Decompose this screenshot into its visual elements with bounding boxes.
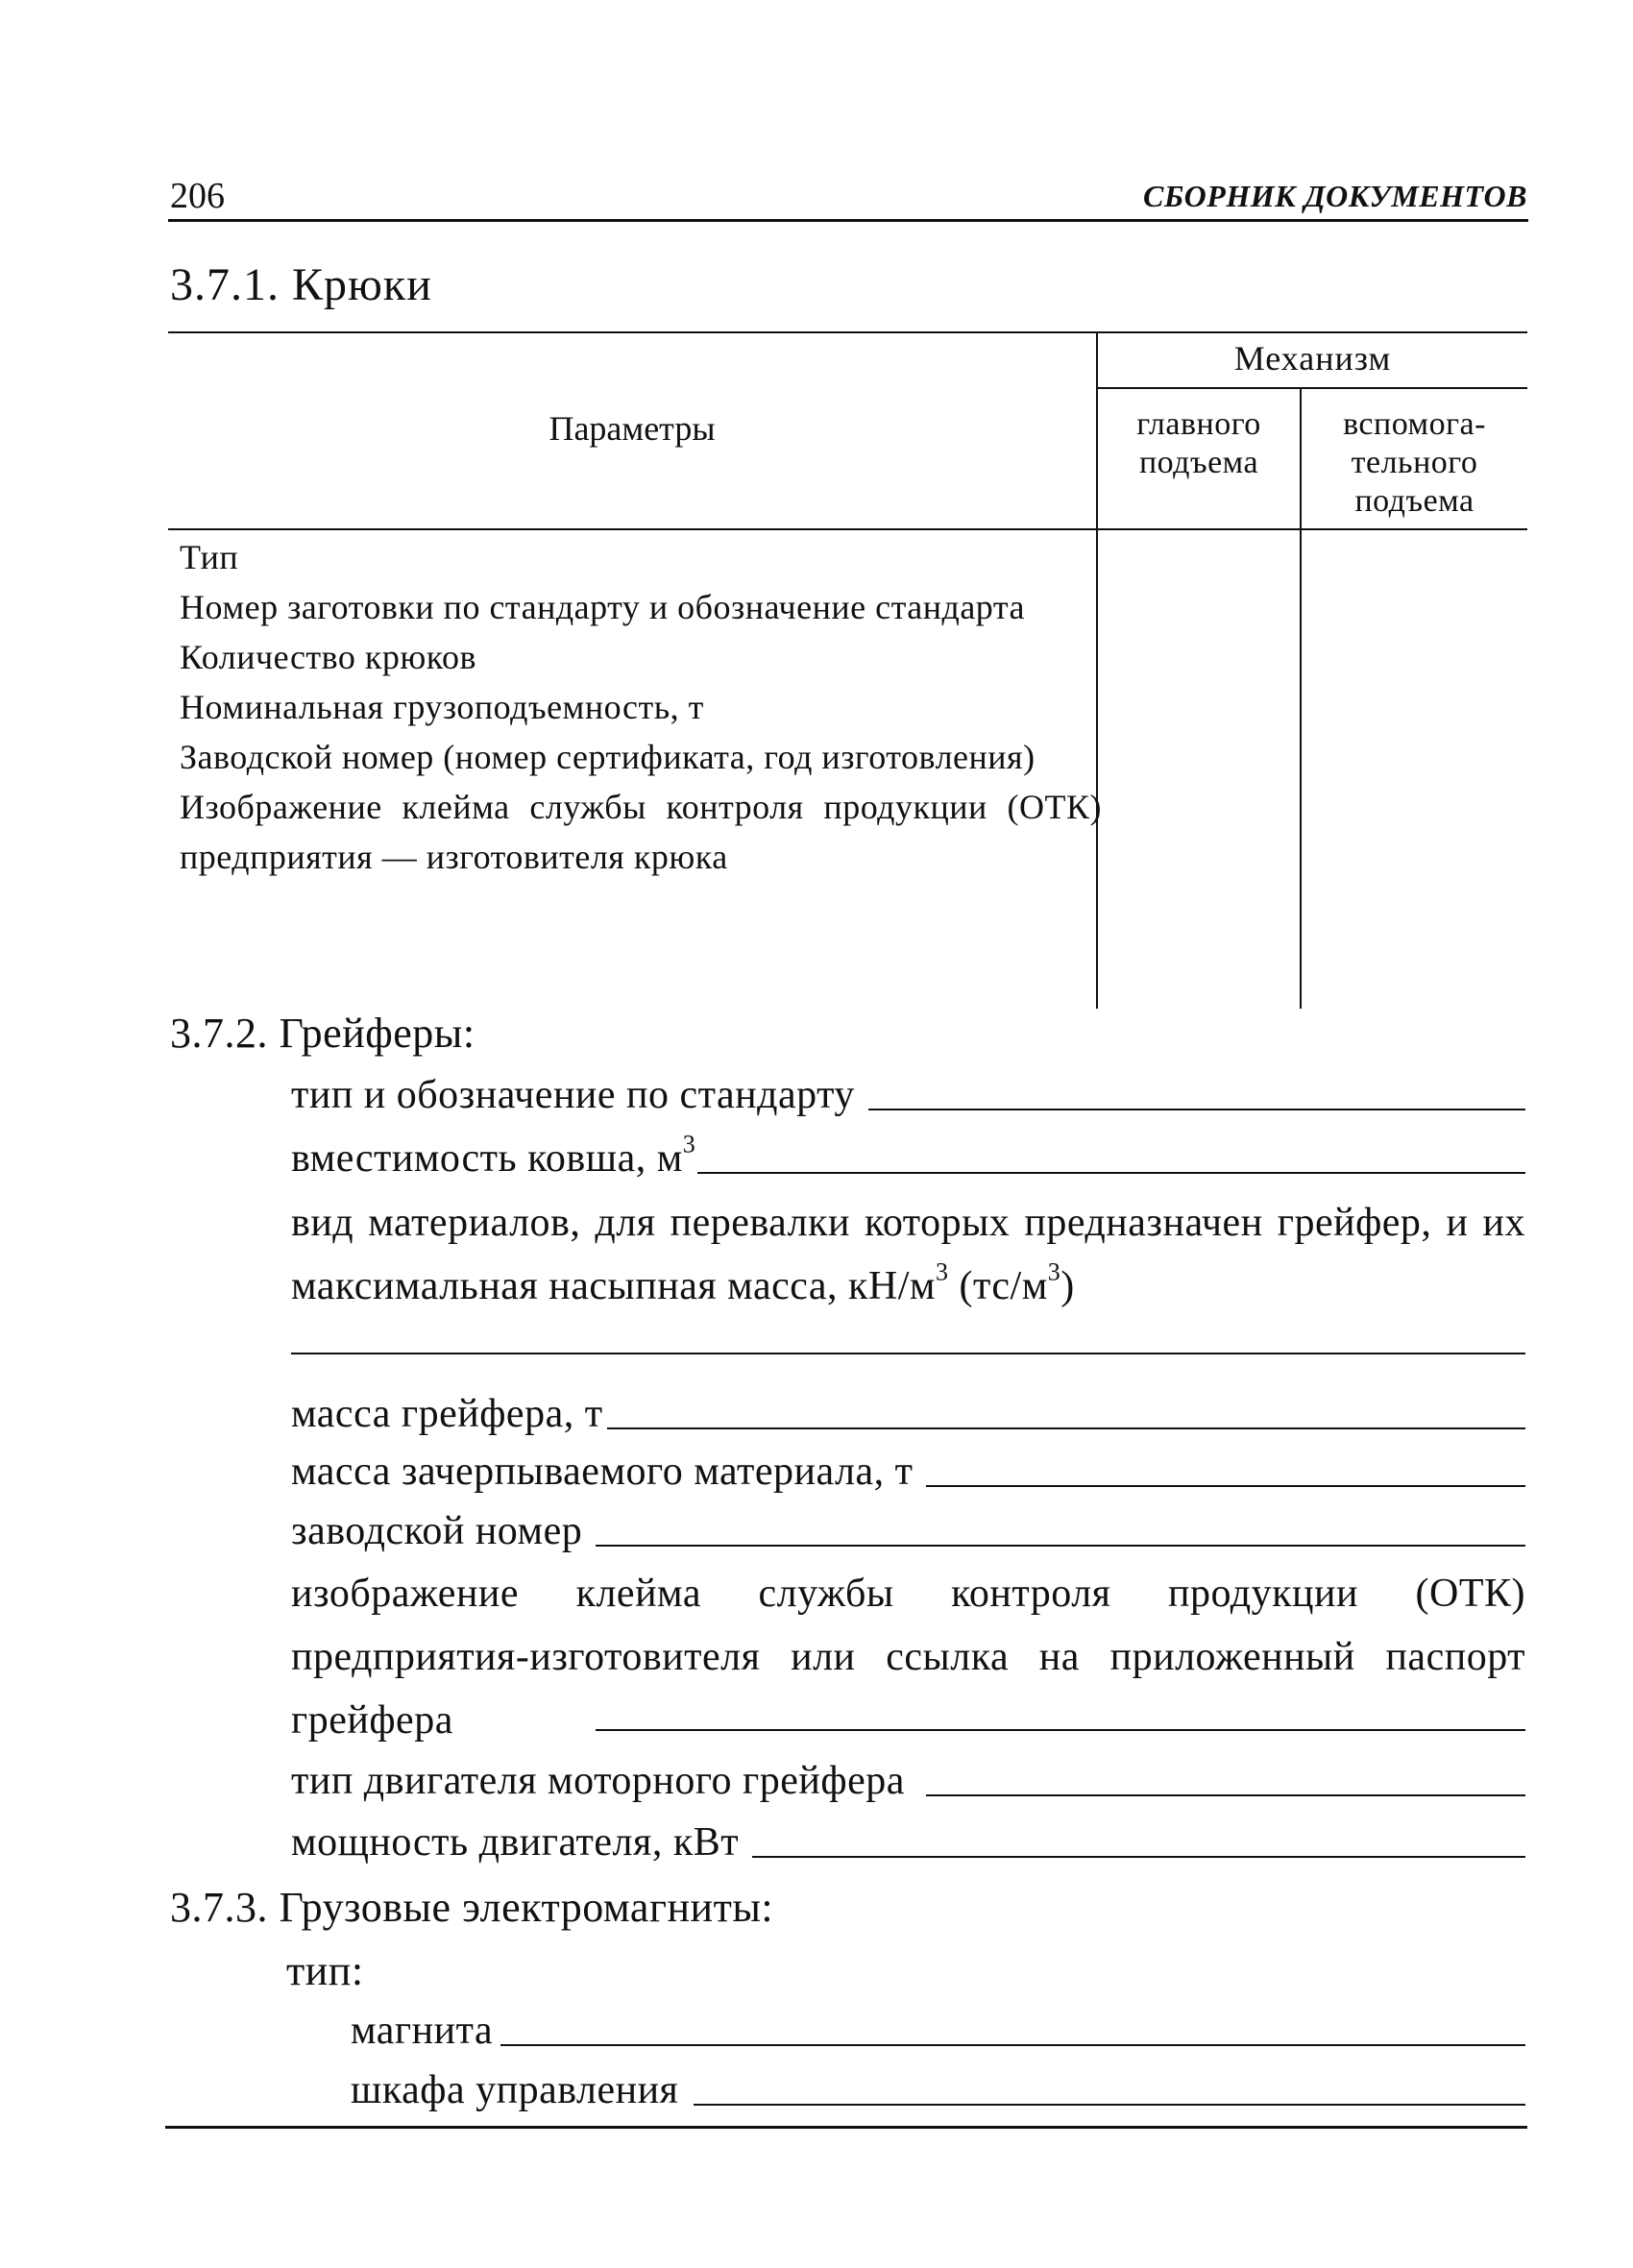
table-row: Номер заготовки по стандарту и обозначение стандарта [180,588,1025,626]
type-label: тип: [286,1947,364,1994]
bucket-volume-field [291,1132,1525,1185]
page-number: 206 [170,176,225,216]
engine-type-field [291,1754,1525,1808]
section-title-electromagnets: 3.7.3. Грузовые электромагниты: [170,1884,774,1931]
running-title: СБОРНИК ДОКУМЕНТОВ [1142,179,1527,213]
magnet-type-field [351,2004,1525,2058]
section-title-hooks: 3.7.1. Крюки [170,259,432,310]
table-header-aux-lift: вспомога- тельного подъема [1343,406,1486,519]
field-label: мощность двигателя, кВт [291,1820,740,1865]
table-row: Количество крюков [180,638,476,676]
table-param-rows [180,532,1102,882]
table-header-rule [168,528,1527,530]
fill-in-line[interactable] [694,2104,1525,2106]
table-row: Изображение клейма службы контроля продукции (ОТК) предприятия — изготовителя крюка [180,788,1102,876]
fill-in-line[interactable] [596,1545,1525,1547]
fill-in-line[interactable] [607,1427,1525,1429]
table-row: Номинальная грузоподъемность, т [180,688,704,726]
stamp-paragraph: изображение клейма службы контроля продукции (ОТК) предприятия-изготовителя или ссылка на приложенный паспорт грейфера [291,1572,1525,1743]
scoop-mass-field [291,1445,1525,1499]
field-label: магнита [351,2009,494,2053]
fill-in-line[interactable] [868,1109,1525,1110]
section-title-grabs: 3.7.2. Грейферы: [170,1010,475,1057]
table-header-mechanism: Механизм [1233,339,1392,378]
control-cabinet-field [351,2063,1525,2117]
field-label: масса грейфера, т [291,1392,603,1436]
serial-number-field [291,1504,1525,1558]
fill-in-line[interactable] [697,1172,1525,1174]
material-type-paragraph: вид материалов, для перевалки которых предназначен грейфер, и их максимальная насыпная масса, $кН/м^3$ $(тс/м^3)$ [291,1201,1525,1308]
field-label: тип двигателя моторного грейфера [291,1759,905,1803]
header-rule [168,219,1528,222]
field-label: заводской номер [291,1509,583,1553]
stamp-fill-in-line[interactable] [596,1729,1525,1731]
table-top-rule [168,331,1527,333]
field-label: тип и обозначение по стандарту [291,1073,855,1117]
material-fill-in-line[interactable] [291,1353,1525,1354]
fill-in-line[interactable] [926,1485,1525,1487]
table-header-params: Параметры [548,409,716,448]
field-label: вместимость ковша, $м^3$ [291,1130,696,1181]
engine-power-field [291,1816,1525,1869]
grab-type-field [291,1068,1525,1122]
fill-in-line[interactable] [752,1856,1525,1858]
field-label: масса зачерпываемого материала, т [291,1450,914,1494]
fill-in-line[interactable] [500,2044,1525,2046]
fill-in-line[interactable] [926,1794,1525,1796]
field-label: шкафа управления [351,2068,679,2112]
grab-mass-field [291,1387,1525,1441]
table-group-rule [1096,387,1527,389]
bottom-rule [165,2126,1527,2129]
table-row: Тип [180,538,239,576]
table-header-main-lift: главного подъема [1136,406,1261,480]
table-row: Заводской номер (номер сертификата, год изготовления) [180,738,1036,776]
